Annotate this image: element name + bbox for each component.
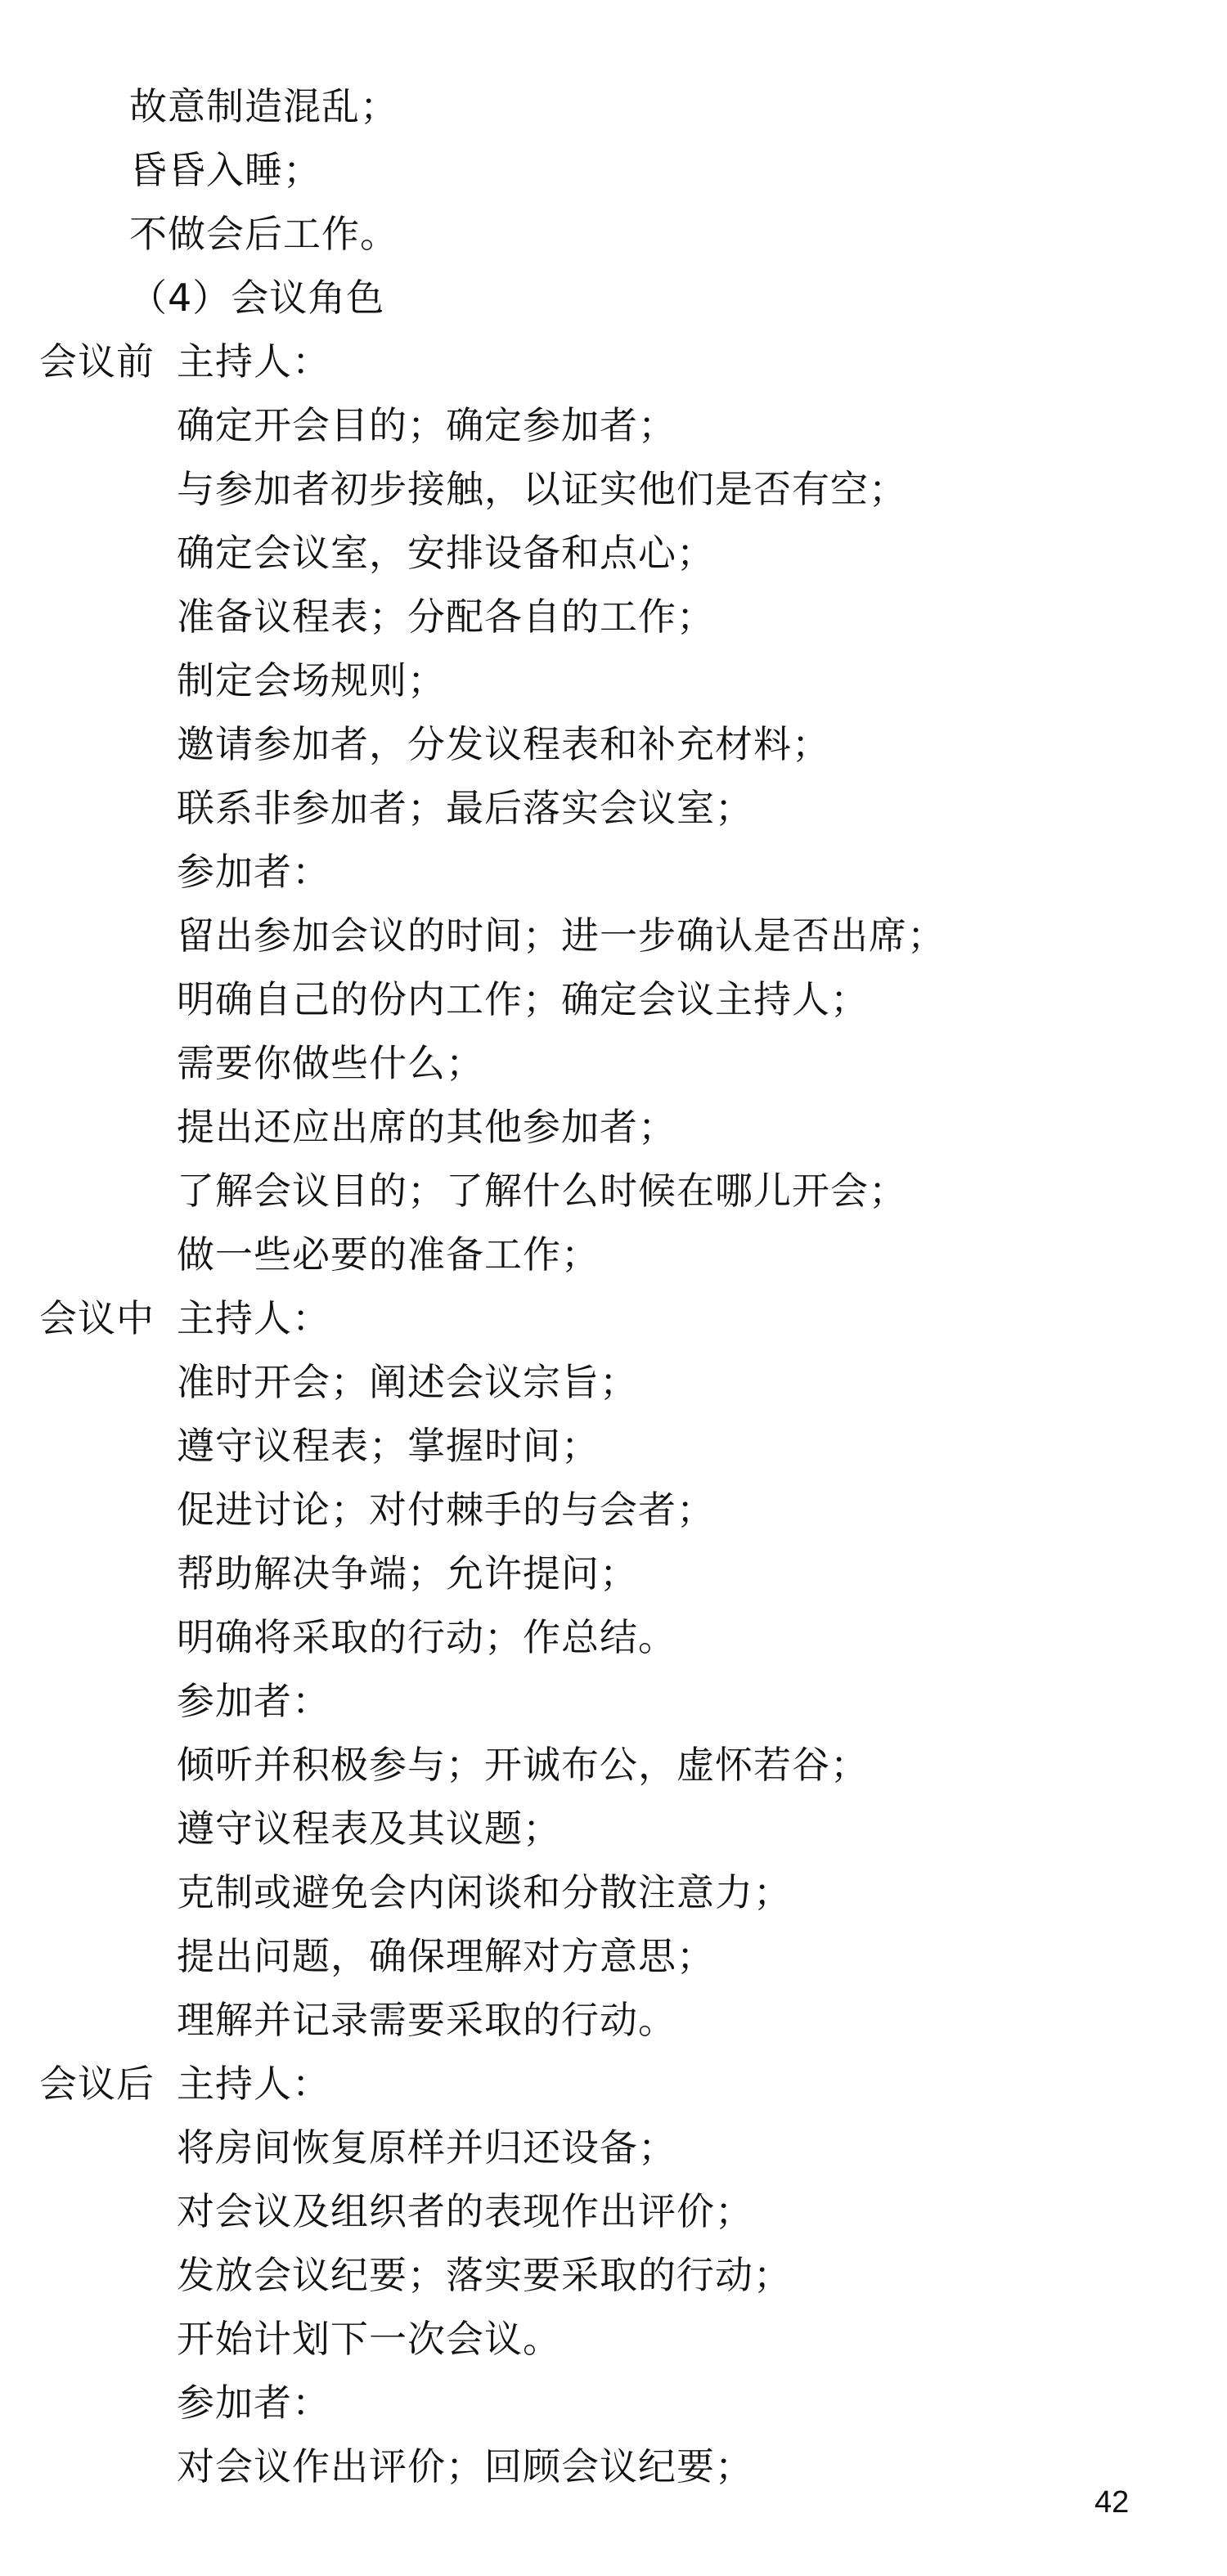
intro-line: 故意制造混乱； xyxy=(129,84,398,128)
list-item: 需要你做些什么； xyxy=(177,1041,484,1085)
list-item: 理解并记录需要采取的行动。 xyxy=(177,1998,676,2042)
list-item: 确定会议室，安排设备和点心； xyxy=(177,531,715,575)
role-heading: 参加者： xyxy=(177,1679,330,1723)
list-item: 遵守议程表；掌握时间； xyxy=(177,1424,600,1468)
list-item: 留出参加会议的时间；进一步确认是否出席； xyxy=(177,913,946,958)
page-number: 42 xyxy=(1094,2485,1130,2520)
list-item: 确定开会目的；确定参加者； xyxy=(177,403,676,447)
role-heading: 参加者： xyxy=(177,850,330,894)
list-item: 提出问题，确保理解对方意思； xyxy=(177,1934,715,1978)
list-item: 遵守议程表及其议题； xyxy=(177,1806,561,1851)
list-item: 倾听并积极参与；开诚布公，虚怀若谷； xyxy=(177,1743,869,1787)
list-item: 了解会议目的；了解什么时候在哪儿开会； xyxy=(177,1169,907,1213)
role-heading: 主持人： xyxy=(177,339,330,384)
phase-label: 会议前 xyxy=(39,339,155,384)
intro-line: 不做会后工作。 xyxy=(129,212,398,256)
list-item: 与参加者初步接触，以证实他们是否有空； xyxy=(177,467,907,511)
list-item: 做一些必要的准备工作； xyxy=(177,1232,600,1277)
list-item: 发放会议纪要；落实要采取的行动； xyxy=(177,2253,792,2297)
phase-label: 会议后 xyxy=(39,2062,155,2106)
role-heading: 主持人： xyxy=(177,1296,330,1340)
list-item: 将房间恢复原样并归还设备； xyxy=(177,2125,676,2170)
role-heading: 参加者： xyxy=(177,2381,330,2425)
list-item: 开始计划下一次会议。 xyxy=(177,2317,561,2361)
list-item: 联系非参加者；最后落实会议室； xyxy=(177,786,753,830)
list-item: 邀请参加者，分发议程表和补充材料； xyxy=(177,722,830,766)
list-item: 制定会场规则； xyxy=(177,658,446,702)
section-heading: （4）会议角色 xyxy=(129,276,385,320)
list-item: 促进讨论；对付棘手的与会者； xyxy=(177,1488,715,1532)
list-item: 提出还应出席的其他参加者； xyxy=(177,1105,676,1149)
list-item: 对会议及组织者的表现作出评价； xyxy=(177,2189,753,2233)
list-item: 明确自己的份内工作；确定会议主持人； xyxy=(177,977,869,1021)
list-item: 准备议程表；分配各自的工作； xyxy=(177,595,715,639)
intro-line: 昏昏入睡； xyxy=(129,148,321,192)
list-item: 帮助解决争端；允许提问； xyxy=(177,1551,638,1595)
phase-label: 会议中 xyxy=(39,1296,155,1340)
list-item: 准时开会；阐述会议宗旨； xyxy=(177,1360,638,1404)
list-item: 明确将采取的行动；作总结。 xyxy=(177,1615,676,1659)
role-heading: 主持人： xyxy=(177,2062,330,2106)
list-item: 克制或避免会内闲谈和分散注意力； xyxy=(177,1870,792,1914)
list-item: 对会议作出评价；回顾会议纪要； xyxy=(177,2444,753,2488)
